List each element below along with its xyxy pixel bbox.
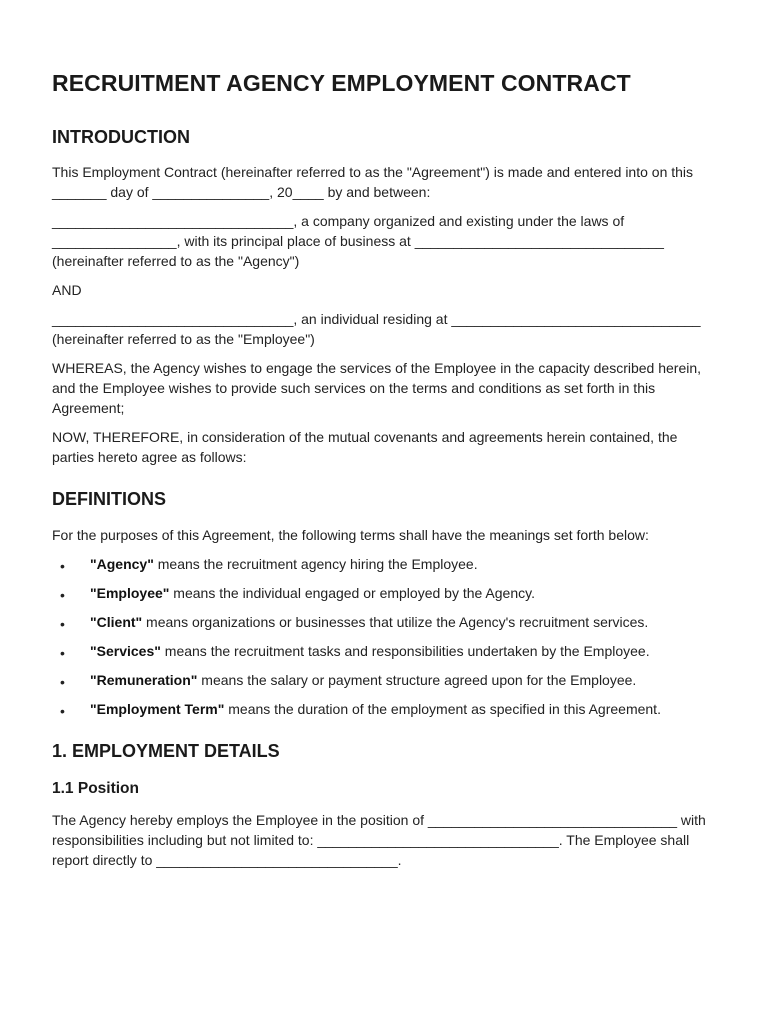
definition-item (52, 554, 718, 574)
employee-party-paragraph: _______________________________, an individual residing at ________________________________ (hereinafter referred to as the "Employee") (52, 311, 701, 347)
definition-text: means the individual engaged or employed by the Agency. (169, 585, 535, 601)
whereas-paragraph: WHEREAS, the Agency wishes to engage the services of the Employee in the capacity described herein, and the Employee wishes to provide such services on the terms and conditions as set forth in this Agreement; (52, 360, 702, 416)
definitions-section (52, 489, 718, 719)
now-therefore-paragraph: NOW, THEREFORE, in consideration of the mutual covenants and agreements herein contained, the parties hereto agree as follows: (52, 429, 678, 465)
position-subheading: 1.1 Position (52, 780, 139, 797)
definition-item (52, 612, 718, 632)
definition-text: means the recruitment tasks and responsibilities undertaken by the Employee. (160, 643, 650, 659)
position-paragraph: The Agency hereby employs the Employee in the position of ________________________________ with responsibilities including but not limited to: _______________________________. The Employee shall report directly to _______________________________. (52, 812, 706, 868)
definition-item (52, 641, 718, 661)
definitions-list (52, 554, 718, 719)
bullet-icon: • (60, 616, 65, 632)
document-title: RECRUITMENT AGENCY EMPLOYMENT CONTRACT (52, 70, 631, 96)
bullet-icon: • (60, 703, 65, 719)
definition-text: means the salary or payment structure agreed upon for the Employee. (197, 672, 637, 688)
definition-term: "Services" (90, 643, 161, 659)
employment-details-section (52, 741, 718, 870)
introduction-heading: INTRODUCTION (52, 127, 190, 147)
bullet-icon: • (60, 674, 65, 690)
definition-term: "Client" (90, 614, 143, 630)
definitions-lead: For the purposes of this Agreement, the following terms shall have the meanings set forth below: (52, 527, 649, 543)
and-separator: AND (52, 282, 82, 298)
bullet-icon: • (60, 558, 65, 574)
definition-item (52, 670, 718, 690)
definition-item (52, 699, 718, 719)
definition-text: means the duration of the employment as specified in this Agreement. (224, 701, 661, 717)
definition-item (52, 583, 718, 603)
intro-paragraph: This Employment Contract (hereinafter referred to as the "Agreement") is made and entered into on this _______ day of _______________, 20____ by and between: (52, 164, 694, 200)
definition-term: "Agency" (90, 556, 154, 572)
definition-term: "Employment Term" (90, 701, 225, 717)
definition-term: "Employee" (90, 585, 170, 601)
bullet-icon: • (60, 587, 65, 603)
definition-term: "Remuneration" (90, 672, 198, 688)
introduction-section (52, 127, 718, 467)
bullet-icon: • (60, 645, 65, 661)
agency-party-paragraph: _______________________________, a company organized and existing under the laws of ________________, with its principal place of business at ________________________________ (hereinafter referred to as the "Agency") (52, 213, 664, 269)
definitions-heading: DEFINITIONS (52, 489, 167, 509)
definition-text: means the recruitment agency hiring the Employee. (153, 556, 478, 572)
employment-details-heading: 1. EMPLOYMENT DETAILS (52, 741, 280, 761)
definition-text: means organizations or businesses that utilize the Agency's recruitment services. (142, 614, 649, 630)
